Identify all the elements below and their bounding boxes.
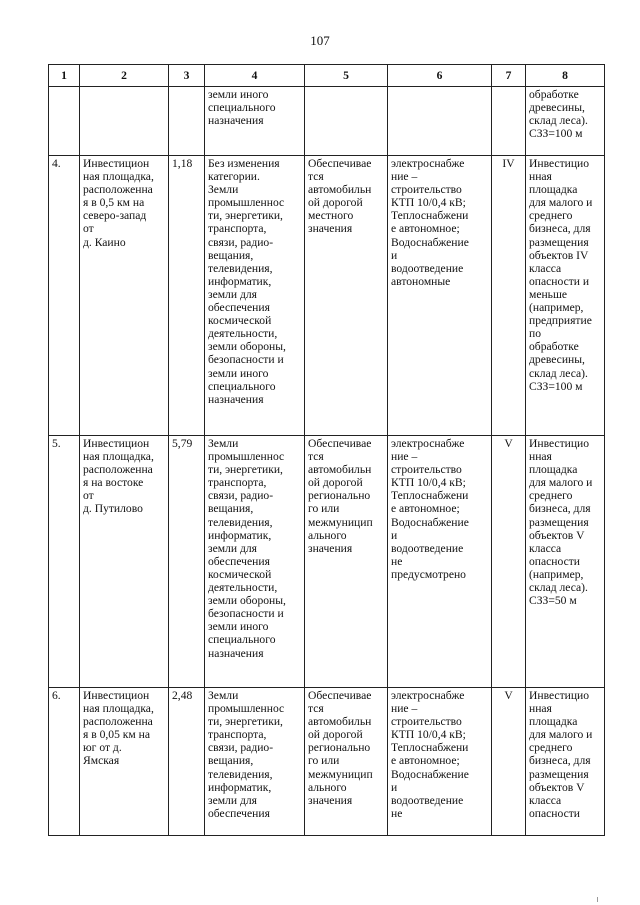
row-number bbox=[49, 87, 80, 156]
plot-location: Инвестицион ная площадка, расположенна я на востоке от д. Путилово bbox=[80, 436, 169, 688]
table-row bbox=[49, 688, 605, 836]
utilities: электроснабже ние – строительство КТП 10/0,4 кВ; Теплоснабжени е автономное; Водоснабжение и водоотведение не bbox=[388, 688, 492, 836]
header-cell-3: 3 bbox=[169, 65, 205, 87]
plot-area: 1,18 bbox=[169, 156, 205, 436]
table-row bbox=[49, 436, 605, 688]
land-category: Без изменения категории. Земли промышленнос ти, энергетики, транспорта, связи, радио- вещания, телевидения, информатик, земли для обеспечения космической деятельности, земли обороны, безопасности и земли иного специального назначения bbox=[205, 156, 305, 436]
header-cell-7: 7 bbox=[492, 65, 526, 87]
hazard-class bbox=[492, 87, 526, 156]
hazard-class: V bbox=[492, 688, 526, 836]
utilities: электроснабже ние – строительство КТП 10/0,4 кВ; Теплоснабжени е автономное; Водоснабжение и водоотведение автономные bbox=[388, 156, 492, 436]
page-number: 107 bbox=[310, 33, 330, 48]
plot-location: Инвестицион ная площадка, расположенна я в 0,05 км на юг от д. Ямская bbox=[80, 688, 169, 836]
land-category: Земли промышленнос ти, энергетики, транспорта, связи, радио- вещания, телевидения, информатик, земли для обеспечения bbox=[205, 688, 305, 836]
road-access: Обеспечивае тся автомобильн ой дорогой регионально го или межмуницип ального значения bbox=[305, 436, 388, 688]
table-header-row bbox=[49, 65, 605, 87]
header-cell-1: 1 bbox=[49, 65, 80, 87]
purpose: обработке древесины, склад леса). СЗЗ=100 м bbox=[526, 87, 605, 156]
utilities bbox=[388, 87, 492, 156]
row-number: 4. bbox=[49, 156, 80, 436]
road-access bbox=[305, 87, 388, 156]
row-number: 6. bbox=[49, 688, 80, 836]
header-cell-8: 8 bbox=[526, 65, 605, 87]
plot-location: Инвестицион ная площадка, расположенна я в 0,5 км на северо-запад от д. Каино bbox=[80, 156, 169, 436]
road-access: Обеспечивае тся автомобильн ой дорогой местного значения bbox=[305, 156, 388, 436]
table-row bbox=[49, 87, 605, 156]
road-access: Обеспечивае тся автомобильн ой дорогой регионально го или межмуницип ального значения bbox=[305, 688, 388, 836]
hazard-class: V bbox=[492, 436, 526, 688]
row-number: 5. bbox=[49, 436, 80, 688]
purpose: Инвестицио нная площадка для малого и среднего бизнеса, для размещения объектов V класса опасности bbox=[526, 688, 605, 836]
plot-area: 5,79 bbox=[169, 436, 205, 688]
scan-mark bbox=[597, 897, 598, 902]
header-cell-5: 5 bbox=[305, 65, 388, 87]
purpose: Инвестицио нная площадка для малого и среднего бизнеса, для размещения объектов IV класса опасности и меньше (например, предприятие по обработке древесины, склад леса). СЗЗ=100 м bbox=[526, 156, 605, 436]
land-category: Земли промышленнос ти, энергетики, транспорта, связи, радио- вещания, телевидения, информатик, земли для обеспечения космической деятельности, земли обороны, безопасности и земли иного специального назначения bbox=[205, 436, 305, 688]
hazard-class: IV bbox=[492, 156, 526, 436]
utilities: электроснабже ние – строительство КТП 10/0,4 кВ; Теплоснабжени е автономное; Водоснабжение и водоотведение не предусмотрено bbox=[388, 436, 492, 688]
purpose: Инвестицио нная площадка для малого и среднего бизнеса, для размещения объектов V класса опасности (например, склад леса). СЗЗ=50 м bbox=[526, 436, 605, 688]
plot-location bbox=[80, 87, 169, 156]
table-row bbox=[49, 156, 605, 436]
plot-area bbox=[169, 87, 205, 156]
header-cell-4: 4 bbox=[205, 65, 305, 87]
land-plots-table bbox=[48, 64, 605, 836]
header-cell-6: 6 bbox=[388, 65, 492, 87]
plot-area: 2,48 bbox=[169, 688, 205, 836]
header-cell-2: 2 bbox=[80, 65, 169, 87]
land-category: земли иного специального назначения bbox=[205, 87, 305, 156]
